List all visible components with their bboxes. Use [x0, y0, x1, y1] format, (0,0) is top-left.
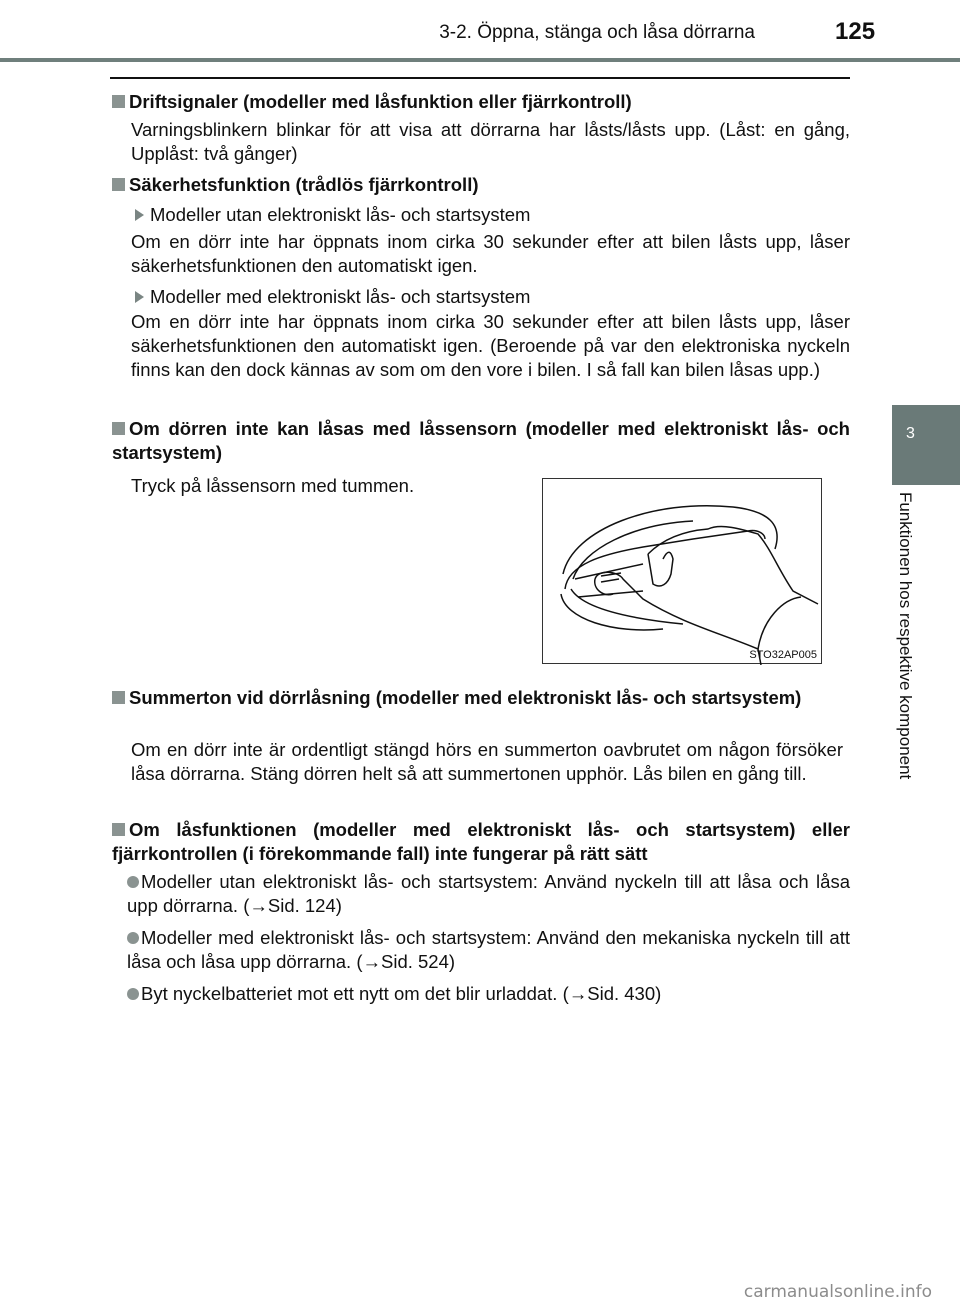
section-heading	[112, 173, 850, 197]
paragraph: Om en dörr inte är ordentligt stängd hörs en summerton oavbrutet om någon försöker låsa dörrarna. Stäng dörren helt så att summertonen upphör. Lås bilen en gång till.	[131, 739, 843, 784]
watermark: carmanualsonline.info	[743, 1282, 932, 1302]
paragraph: Varningsblinkern blinkar för att visa att dörrarna har låsts/låsts upp. (Låst: en gång, Upplåst: två gånger)	[131, 119, 850, 164]
list-item-text: Modeller utan elektroniskt lås- och startsystem: Använd nyckeln till att låsa och låsa upp dörrarna. (→Sid. 124)	[127, 871, 850, 916]
square-bullet-icon	[112, 823, 125, 836]
header-divider	[0, 58, 960, 62]
figure-lock-sensor	[542, 478, 822, 664]
paragraph: Om en dörr inte har öppnats inom cirka 30 sekunder efter att bilen låsts upp, låser säkerhetsfunktionen den automatiskt igen. (Beroende på var den elektroniska nyckeln finns kan den dock kännas av som om den vore i bilen. I så fall kan bilen låsas upp.)	[131, 311, 850, 380]
bullet-icon	[127, 876, 139, 888]
heading-text: Summerton vid dörrlåsning (modeller med elektroniskt lås- och startsystem)	[129, 687, 802, 708]
bullet-icon	[127, 988, 139, 1000]
triangle-icon	[135, 209, 144, 221]
subheading-text: Modeller med elektroniskt lås- och startsystem	[150, 286, 531, 307]
subheading	[135, 285, 873, 309]
square-bullet-icon	[112, 95, 125, 108]
heading-text: Om låsfunktionen (modeller med elektroniskt lås- och startsystem) eller fjärrkontrollen (i förekommande fall) inte fungerar på rätt sätt	[112, 819, 850, 864]
list-item-text: Byt nyckelbatteriet mot ett nytt om det blir urladdat. (→Sid. 430)	[141, 983, 662, 1004]
square-bullet-icon	[112, 422, 125, 435]
list-item	[127, 926, 850, 974]
page-number: 125	[835, 18, 876, 45]
figure-code: STO32AP005	[749, 649, 817, 661]
chapter-number: 3	[906, 425, 915, 442]
heading-text: Säkerhetsfunktion (trådlös fjärrkontroll)	[129, 174, 479, 195]
square-bullet-icon	[112, 178, 125, 191]
subheading-text: Modeller utan elektroniskt lås- och startsystem	[150, 204, 531, 225]
paragraph: Tryck på låssensorn med tummen.	[131, 475, 415, 496]
list-item	[127, 870, 850, 918]
heading-text: Om dörren inte kan låsas med låssensorn (modeller med elektroniskt lås- och startsystem)	[112, 418, 850, 463]
list-item	[127, 982, 850, 1006]
triangle-icon	[135, 291, 144, 303]
paragraph: Om en dörr inte har öppnats inom cirka 30 sekunder efter att bilen låsts upp, låser säkerhetsfunktionen den automatiskt igen.	[131, 231, 850, 276]
chapter-tab[interactable]	[892, 405, 960, 485]
content-rule	[110, 77, 850, 79]
section-heading	[112, 417, 850, 465]
section-title: 3-2. Öppna, stänga och låsa dörrarna	[439, 22, 755, 43]
section-heading	[112, 818, 850, 866]
section-heading	[112, 686, 850, 710]
list-item-text: Modeller med elektroniskt lås- och startsystem: Använd den mekaniska nyckeln till att låsa och låsa upp dörrarna. (→Sid. 524)	[127, 927, 850, 972]
hand-on-door-handle-illustration	[543, 479, 823, 665]
chapter-label: Funktionen hos respektive komponent	[896, 492, 915, 780]
section-heading	[112, 90, 850, 114]
bullet-icon	[127, 932, 139, 944]
square-bullet-icon	[112, 691, 125, 704]
heading-text: Driftsignaler (modeller med låsfunktion eller fjärrkontroll)	[129, 91, 632, 112]
subheading	[135, 203, 873, 227]
